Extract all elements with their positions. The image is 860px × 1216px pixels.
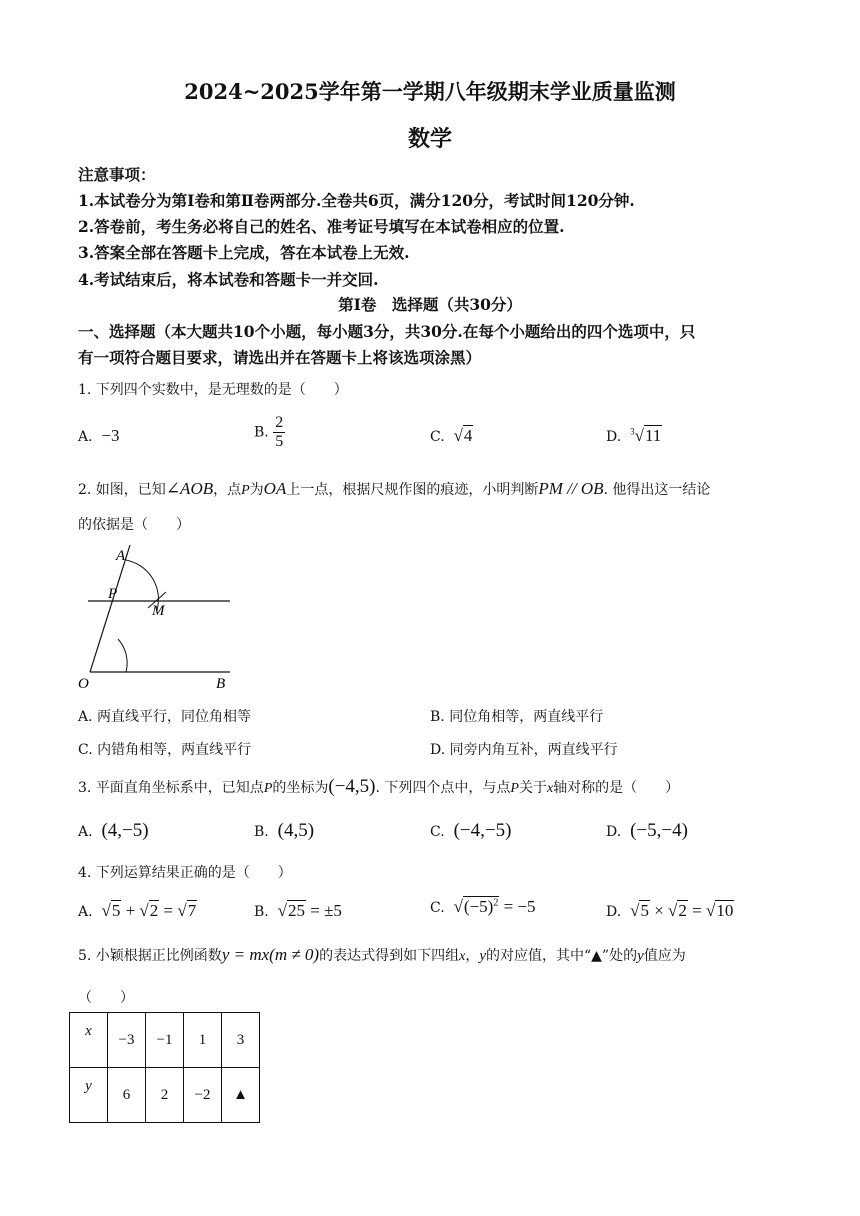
section-instructions: 有一项符合题目要求，请选出并在答题卡上将该选项涂黑） xyxy=(78,348,482,367)
q2-option-b: B. 同位角相等，两直线平行 xyxy=(430,709,604,725)
q4-stem: 4. 下列运算结果正确的是（ ） xyxy=(78,865,292,881)
section-instructions: 一、选择题（本大题共10个小题，每小题3分，共30分.在每个小题给出的四个选项中，只 xyxy=(78,322,696,341)
notice-heading: 注意事项： xyxy=(78,165,156,184)
notice-item: 4.考试结束后，将本试卷和答题卡一并交回. xyxy=(78,270,379,289)
table-row xyxy=(70,1068,260,1123)
q1-option-a: A. −3 xyxy=(78,426,120,445)
table-cell: −1 xyxy=(146,1013,184,1068)
q3-option-c: C. (−4,−5) xyxy=(430,820,512,841)
q1-option-b: B. $\frac{2}{5}$ xyxy=(254,414,284,450)
q5-value-table xyxy=(69,1012,260,1123)
exam-title: 2024~2025学年第一学期八年级期末学业质量监测 xyxy=(184,79,676,104)
label-a: A xyxy=(116,548,126,564)
arc-at-o xyxy=(118,639,127,672)
q2-option-d: D. 同旁内角互补，两直线平行 xyxy=(430,742,618,758)
table-cell: 6 xyxy=(108,1068,146,1123)
q2-figure xyxy=(70,540,240,695)
label-o: O xyxy=(78,676,89,692)
q2-stem-line2: 的依据是（ ） xyxy=(78,517,190,533)
ray-oa xyxy=(90,545,130,672)
table-header-x: x xyxy=(70,1013,108,1068)
q2-option-a: A. 两直线平行，同位角相等 xyxy=(78,709,252,725)
table-cell: −3 xyxy=(108,1013,146,1068)
table-header-y: y xyxy=(70,1068,108,1123)
table-cell: 2 xyxy=(146,1068,184,1123)
q5-stem: 5. 小颖根据正比例函数y = mx(m ≠ 0)的表达式得到如下四组x，y的对应值，其中“▲”处的y值应为 xyxy=(78,945,686,964)
label-p: P xyxy=(108,586,118,602)
table-row xyxy=(70,1013,260,1068)
q2-option-c: C. 内错角相等，两直线平行 xyxy=(78,742,252,758)
q2-stem: 2. 如图，已知∠AOB，点P为OA上一点，根据尺规作图的痕迹，小明判断PM // OB. 他得出这一结论 xyxy=(78,479,711,498)
label-m: M xyxy=(152,603,165,619)
label-b: B xyxy=(216,676,226,692)
q3-option-a: A. (4,−5) xyxy=(78,820,149,841)
notice-item: 3.答案全部在答题卡上完成，答在本试卷上无效. xyxy=(78,243,410,262)
table-cell: −2 xyxy=(184,1068,222,1123)
notice-item: 1.本试卷分为第Ⅰ卷和第Ⅱ卷两部分.全卷共6页，满分120分，考试时间120分钟. xyxy=(78,191,635,210)
q3-option-d: D. (−5,−4) xyxy=(606,820,688,841)
q3-option-b: B. (4,5) xyxy=(254,820,315,841)
table-cell: 3 xyxy=(222,1013,260,1068)
q4-option-a: A. √5 + √2 = √7 xyxy=(78,901,197,920)
notice-item: 2.答卷前，考生务必将自己的姓名、准考证号填写在本试卷相应的位置. xyxy=(78,217,565,236)
q5-stem-line2: （ ） xyxy=(78,990,134,1006)
q1-option-c: C. √4 xyxy=(430,426,473,445)
subject-title: 数学 xyxy=(407,126,452,152)
q4-option-c: C. $√(-5)^2 = -5$ xyxy=(430,897,536,916)
q4-option-b: B. √25 = ±5 xyxy=(254,901,342,920)
table-cell: 1 xyxy=(184,1013,222,1068)
section-title: 第Ⅰ卷 选择题（共30分） xyxy=(338,295,522,314)
table-cell: ▲ xyxy=(222,1068,260,1123)
q1-option-d: D. $^3$√11 xyxy=(606,426,662,445)
q3-stem: 3. 平面直角坐标系中，已知点P的坐标为(−4,5). 下列四个点中，与点P关于x轴对称的是（ ） xyxy=(78,776,680,797)
q4-option-d: D. √5 × √2 = √10 xyxy=(606,901,734,920)
q1-stem: 1. 下列四个实数中，是无理数的是（ ） xyxy=(78,382,348,398)
